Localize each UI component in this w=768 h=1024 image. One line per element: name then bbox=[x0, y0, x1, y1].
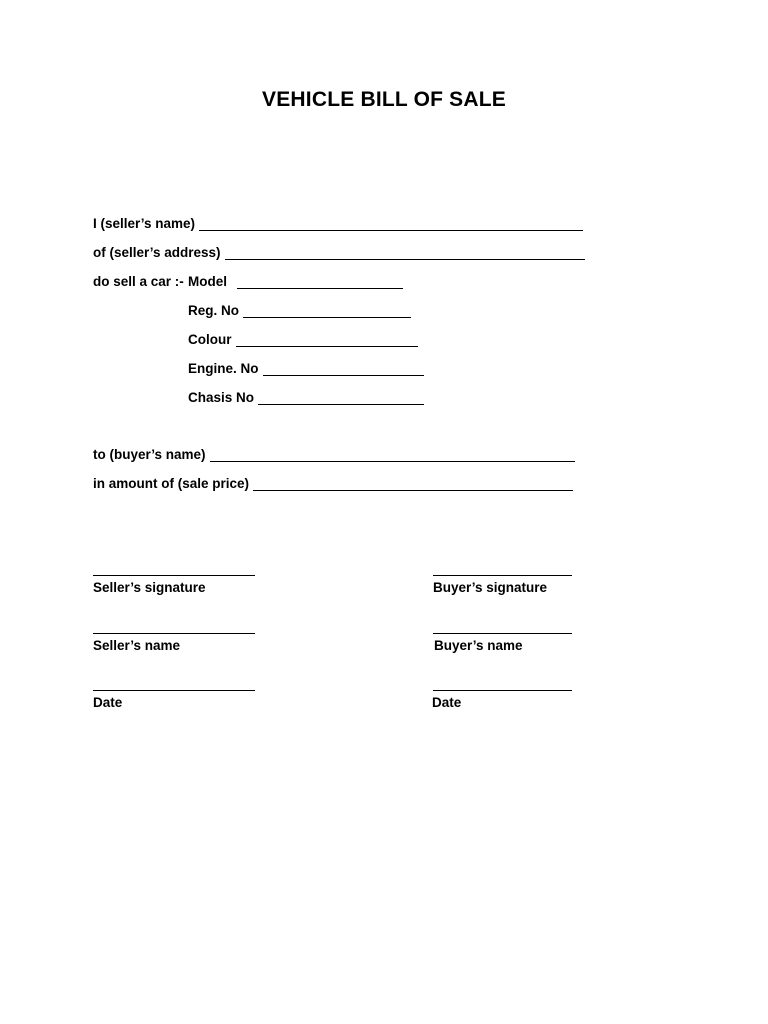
buyer-name-label: to (buyer’s name) bbox=[93, 447, 206, 462]
seller-signature-line[interactable] bbox=[93, 575, 255, 576]
seller-name-line[interactable] bbox=[93, 633, 255, 634]
seller-name-row bbox=[93, 213, 583, 231]
buyer-date-label: Date bbox=[432, 695, 462, 710]
buyer-signature-line[interactable] bbox=[433, 575, 572, 576]
colour-blank[interactable] bbox=[236, 332, 418, 347]
do-sell-row bbox=[93, 271, 184, 289]
model-blank[interactable] bbox=[237, 274, 403, 289]
buyer-name-blank[interactable] bbox=[210, 447, 575, 462]
colour-label: Colour bbox=[188, 332, 232, 347]
sale-price-row bbox=[93, 473, 573, 491]
engine-no-row bbox=[188, 358, 424, 376]
reg-no-row bbox=[188, 300, 411, 318]
seller-signature-label: Seller’s signature bbox=[93, 580, 206, 595]
chasis-no-label: Chasis No bbox=[188, 390, 255, 405]
engine-no-blank[interactable] bbox=[263, 361, 424, 376]
reg-no-label: Reg. No bbox=[188, 303, 240, 318]
buyer-name-row bbox=[93, 444, 575, 462]
sale-price-blank[interactable] bbox=[253, 476, 573, 491]
do-sell-label: do sell a car :- bbox=[93, 274, 184, 289]
seller-name-label: I (seller’s name) bbox=[93, 216, 196, 231]
seller-name-sig-label: Seller’s name bbox=[93, 638, 181, 653]
buyer-date-line[interactable] bbox=[433, 690, 572, 691]
seller-date-line[interactable] bbox=[93, 690, 255, 691]
chasis-no-blank[interactable] bbox=[258, 390, 424, 405]
reg-no-blank[interactable] bbox=[243, 303, 411, 318]
engine-no-label: Engine. No bbox=[188, 361, 259, 376]
seller-address-blank[interactable] bbox=[225, 245, 585, 260]
seller-name-blank[interactable] bbox=[199, 216, 583, 231]
chasis-no-row bbox=[188, 387, 424, 405]
buyer-signature-label: Buyer’s signature bbox=[433, 580, 548, 595]
seller-address-row bbox=[93, 242, 585, 260]
seller-date-label: Date bbox=[93, 695, 123, 710]
seller-address-label: of (seller’s address) bbox=[93, 245, 221, 260]
document-title: VEHICLE BILL OF SALE bbox=[262, 88, 506, 111]
sale-price-label: in amount of (sale price) bbox=[93, 476, 250, 491]
colour-row bbox=[188, 329, 418, 347]
model-row bbox=[188, 271, 403, 289]
model-label: Model bbox=[188, 274, 227, 289]
buyer-name-sig-label: Buyer’s name bbox=[434, 638, 523, 653]
buyer-name-line[interactable] bbox=[433, 633, 572, 634]
